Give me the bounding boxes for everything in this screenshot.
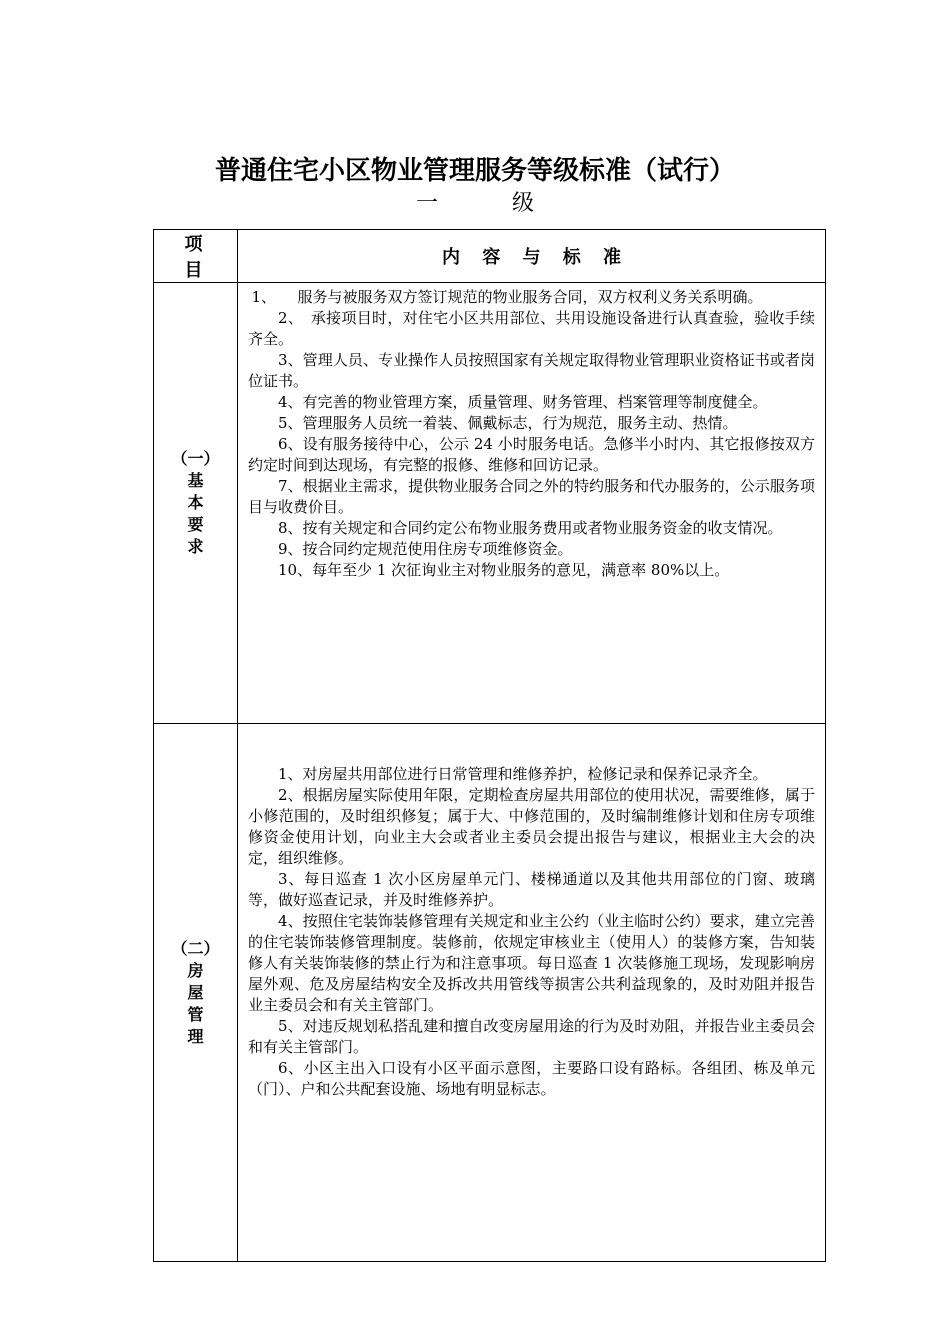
header-item: 项 目 [154,230,238,283]
list-item: 4、按照住宅装饰装修管理有关规定和业主公约（业主临时公约）要求，建立完善的住宅装饰装修管理制度。装修前，依规定审核业主（使用人）的装修方案，告知装修人有关装饰装修的禁止行为和注意事项。每日巡查 1 次装修施工现场，发现影响房屋外观、危及房屋结构安全及拆改共用管线等损害公共利益现象的，及时劝阻并报告业主委员会和有关主管部门。 [248,912,815,1014]
table-header-row [154,230,826,283]
list-item: 2、根据房屋实际使用年限，定期检查房屋共用部位的使用状况，需要维修，属于小修范围的，及时组织修复；属于大、中修范围的，及时编制维修计划和住房专项维修资金使用计划，向业主大会或者业主委员会提出报告与建议，根据业主大会的决定，组织维修。 [248,786,815,867]
item-text: 服务与被服务双方签订规范的物业服务合同，双方权利义务关系明确。 [297,288,763,306]
table-row [154,283,826,724]
list-item: 3、管理人员、专业操作人员按照国家有关规定取得物业管理职业资格证书或者岗位证书。 [248,351,815,390]
list-item: 6、小区主出入口设有小区平面示意图，主要路口设有路标。各组团、栋及单元（门）、户和公共配套设施、场地有明显标志。 [248,1059,815,1098]
list-item: 9、按合同约定规范使用住房专项维修资金。 [278,540,573,558]
list-item: 3、每日巡查 1 次小区房屋单元门、楼梯通道以及其他共用部位的门窗、玻璃等，做好巡查记录，并及时维修养护。 [248,870,815,909]
document-title: 普通住宅小区物业管理服务等级标准（试行） [214,156,735,186]
list-item [248,287,815,308]
section-char: 管 [187,1004,204,1024]
list-item: 8、按有关规定和合同约定公布物业服务费用或者物业服务资金的收支情况。 [278,519,783,537]
list-item: 5、管理服务人员统一着装、佩戴标志，行为规范，服务主动、热情。 [278,414,738,432]
list-item: 1、对房屋共用部位进行日常管理和维修养护，检修记录和保养记录齐全。 [278,765,768,783]
list-item: 10、每年至少 1 次征询业主对物业服务的意见，满意率 80%以上。 [278,561,730,579]
list-item: 6、设有服务接待中心，公示 24 小时服务电话。急修半小时内、其它报修按双方约定时间到达现场，有完整的报修、维修和回访记录。 [248,435,815,474]
section-label-housing [154,724,238,1262]
section-char: 屋 [187,982,204,1002]
section-number: （一） [171,449,220,468]
section-label-basic [154,283,238,724]
section-number: （二） [171,938,220,958]
section-char: 理 [187,1026,204,1046]
section-char: 要 [187,515,204,534]
list-item: 5、对违反规划私搭乱建和擅自改变房屋用途的行为及时劝阻，并报告业主委员会和有关主管部门。 [248,1017,815,1056]
list-item: 4、有完善的物业管理方案，质量管理、财务管理、档案管理等制度健全。 [278,393,768,411]
document-level: 一 级 [415,191,560,216]
item-number: 1、 [251,288,277,306]
section-content-basic [238,283,826,724]
list-item: 7、根据业主需求，提供物业服务合同之外的特约服务和代办服务的，公示服务项目与收费价目。 [248,477,815,516]
standards-table [153,229,826,1262]
table-row [154,724,826,1262]
header-content: 内 容 与 标 准 [238,230,826,283]
section-char: 求 [187,537,204,556]
section-char: 房 [187,960,204,980]
section-char: 基 [187,471,204,490]
list-item: 2、 承接项目时，对住宅小区共用部位、共用设施设备进行认真查验，验收手续齐全。 [248,309,815,348]
section-char: 本 [187,493,204,512]
section-content-housing [238,724,826,1262]
